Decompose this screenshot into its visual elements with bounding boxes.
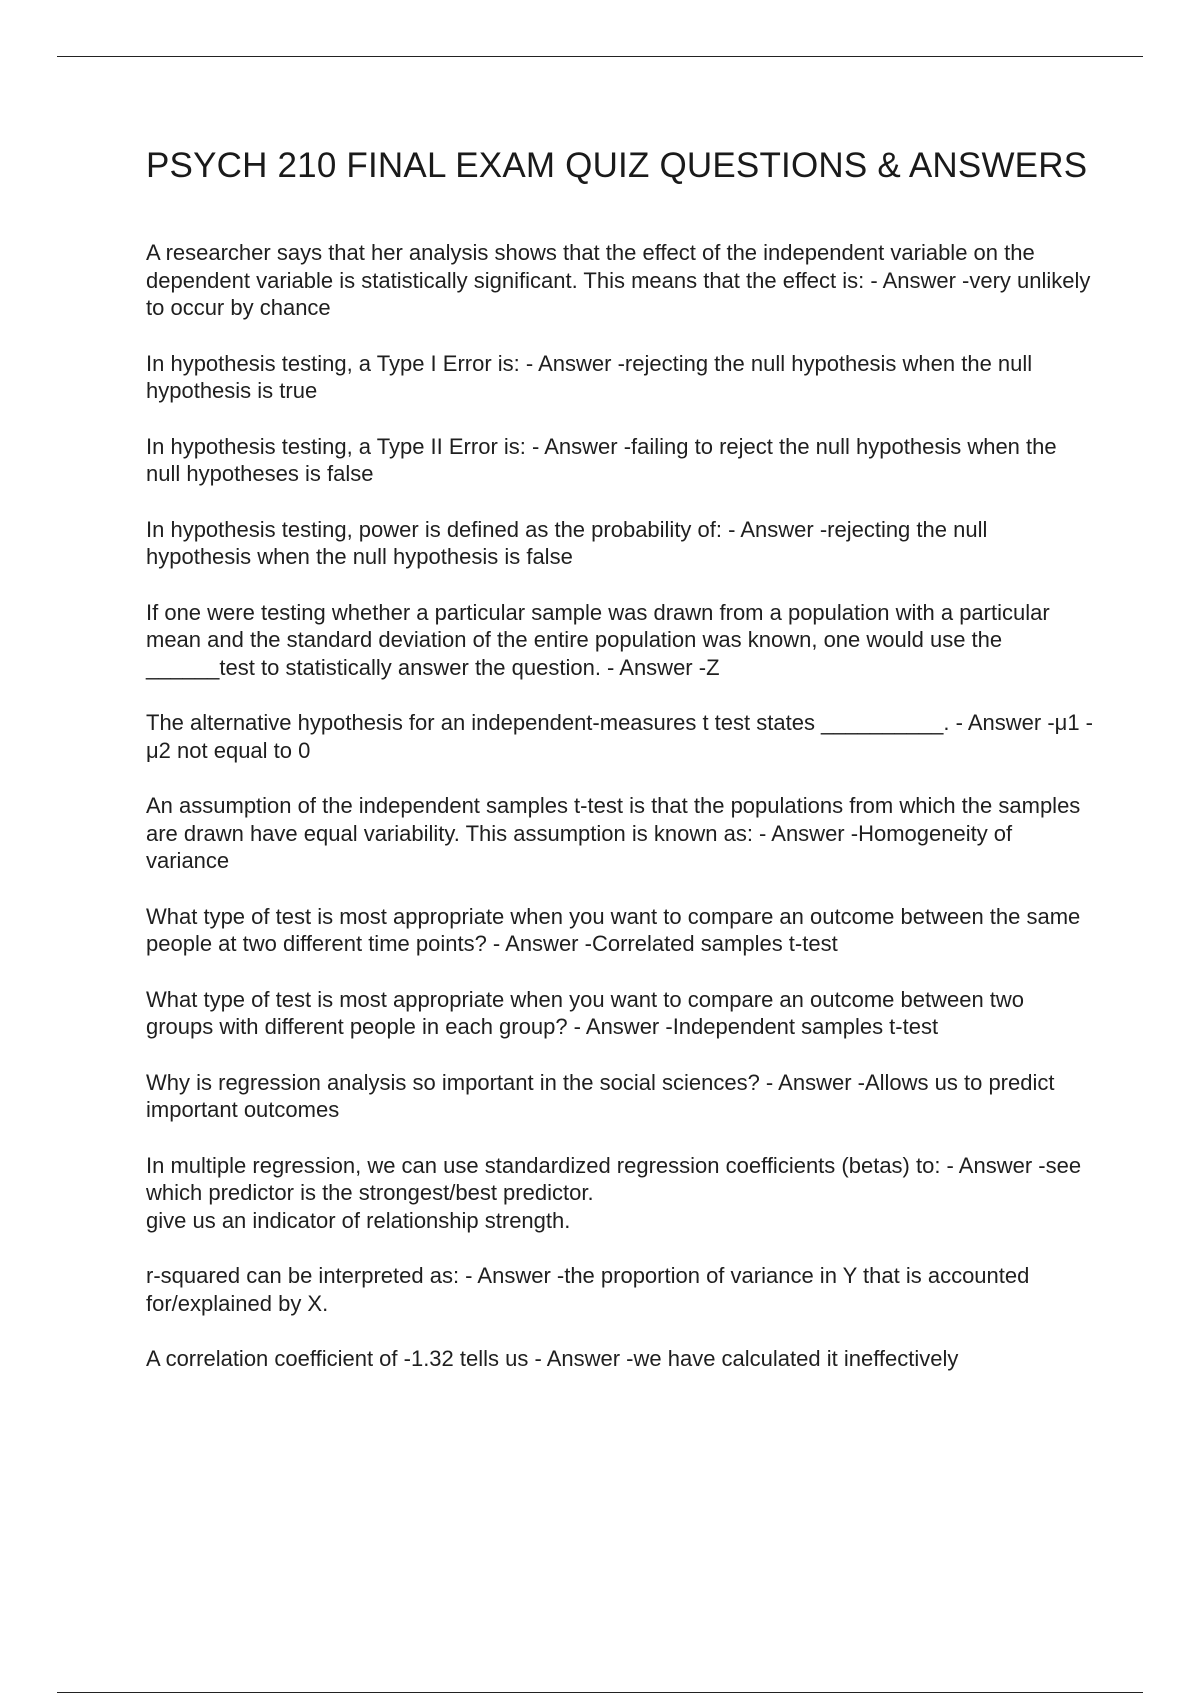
qa-item-12: r-squared can be interpreted as: - Answer -the proportion of variance in Y that is accounted for/explained by X. — [146, 1263, 1030, 1316]
qa-item-4: In hypothesis testing, power is defined as the probability of: - Answer -rejecting the null hypothesis when the null hypothesis is false — [146, 516, 988, 569]
document-body — [146, 145, 1096, 1401]
qa-item-11: In multiple regression, we can use standardized regression coefficients (betas) to: - Answer -see which predictor is the strongest/best predictor. give us an indicator of relationship strength. — [146, 1152, 1082, 1233]
qa-item-7: An assumption of the independent samples t-test is that the populations from which the samples are drawn have equal variability. This assumption is known as: - Answer -Homogeneity of variance — [146, 793, 1081, 873]
document-title: PSYCH 210 FINAL EXAM QUIZ QUESTIONS & ANSWERS — [146, 146, 1088, 185]
header-rule — [57, 56, 1143, 57]
qa-item-6: The alternative hypothesis for an independent-measures t test states __________. - Answer -μ1 - μ2 not equal to 0 — [146, 710, 1093, 763]
qa-item-9: What type of test is most appropriate when you want to compare an outcome between two groups with different people in each group? - Answer -Independent samples t-test — [146, 986, 1025, 1039]
qa-item-5: If one were testing whether a particular sample was drawn from a population with a particular mean and the standard deviation of the entire population was known, one would use the ______test to statistically answer the question. - Answer -Z — [146, 599, 1050, 680]
footer-rule — [57, 1692, 1143, 1693]
qa-item-10: Why is regression analysis so important in the social sciences? - Answer -Allows us to predict important outcomes — [146, 1069, 1055, 1122]
qa-item-3: In hypothesis testing, a Type II Error is: - Answer -failing to reject the null hypothesis when the null hypotheses is false — [146, 433, 1057, 486]
qa-item-13: A correlation coefficient of -1.32 tells us - Answer -we have calculated it ineffectively — [146, 1346, 959, 1371]
qa-item-2: In hypothesis testing, a Type I Error is: - Answer -rejecting the null hypothesis when the null hypothesis is true — [146, 350, 1033, 403]
qa-item-8: What type of test is most appropriate when you want to compare an outcome between the same people at two different time points? - Answer -Correlated samples t-test — [146, 903, 1081, 956]
qa-item-1: A researcher says that her analysis shows that the effect of the independent variable on the dependent variable is statistically significant. This means that the effect is: - Answer -very unlikely to occur by chance — [146, 240, 1091, 320]
